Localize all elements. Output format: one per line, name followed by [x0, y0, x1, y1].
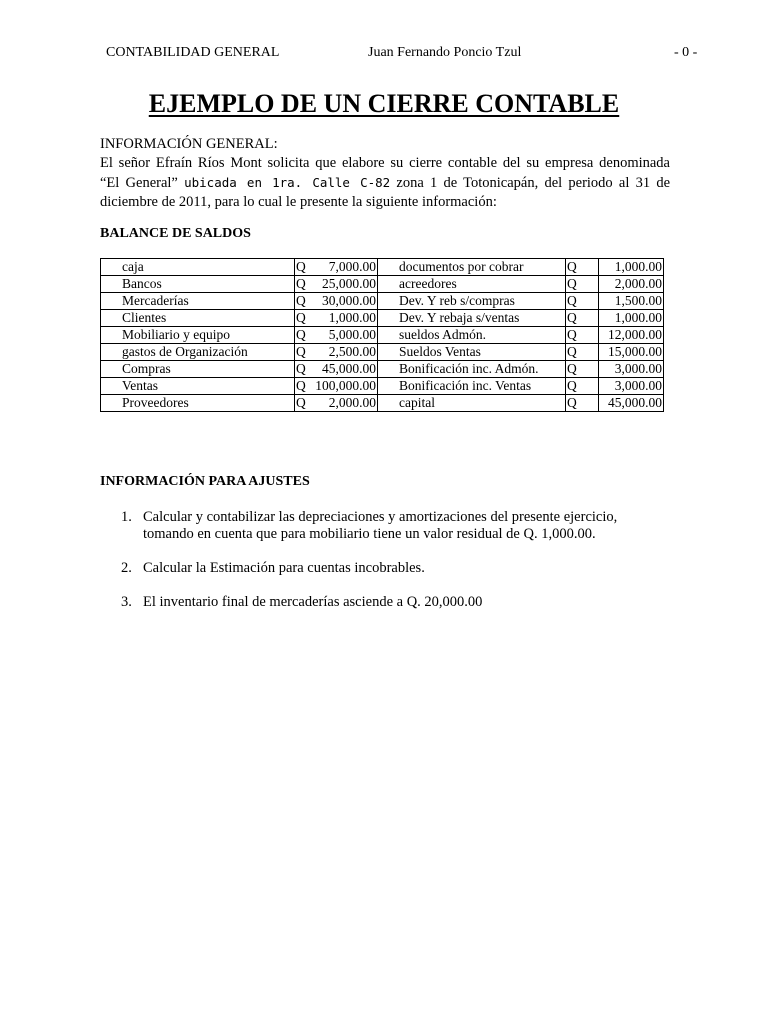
right-currency: Q [566, 395, 599, 412]
row-spacer [378, 344, 399, 361]
table-row [101, 378, 664, 395]
left-amount: 2,000.00 [328, 395, 376, 410]
table-row [101, 310, 664, 327]
left-amount-cell [295, 378, 378, 395]
intro-paragraph [100, 154, 670, 212]
left-currency: Q [296, 395, 306, 410]
page-title [0, 88, 768, 120]
row-spacer [378, 310, 399, 327]
list-item-number: 3. [121, 594, 132, 610]
intro-line-2 [100, 173, 670, 193]
intro-address: ubicada en 1ra. Calle C-82 [184, 175, 391, 190]
row-spacer [378, 259, 399, 276]
balance-heading: BALANCE DE SALDOS [100, 226, 251, 241]
right-currency: Q [566, 378, 599, 395]
right-amount: 3,000.00 [599, 378, 664, 395]
row-spacer [101, 378, 122, 395]
row-spacer [378, 378, 399, 395]
left-amount: 1,000.00 [328, 310, 376, 325]
row-spacer [378, 361, 399, 378]
left-account-name: Ventas [121, 378, 295, 395]
row-spacer [101, 276, 122, 293]
right-amount: 2,000.00 [599, 276, 664, 293]
right-amount: 45,000.00 [599, 395, 664, 412]
right-amount: 1,000.00 [599, 259, 664, 276]
row-spacer [101, 361, 122, 378]
intro-heading: INFORMACIÓN GENERAL: [100, 136, 278, 152]
right-account-name: Bonificación inc. Admón. [398, 361, 566, 378]
right-amount: 15,000.00 [599, 344, 664, 361]
left-currency: Q [296, 259, 306, 274]
adjustments-heading: INFORMACIÓN PARA AJUSTES [100, 474, 310, 489]
left-amount: 45,000.00 [322, 361, 376, 376]
table-row [101, 259, 664, 276]
list-item [100, 594, 660, 611]
left-account-name: Mercaderías [121, 293, 295, 310]
left-amount: 30,000.00 [322, 293, 376, 308]
adjustments-list [100, 509, 660, 628]
row-spacer [101, 293, 122, 310]
right-account-name: Bonificación inc. Ventas [398, 378, 566, 395]
row-spacer [101, 259, 122, 276]
list-item-text: El inventario final de mercaderías asciende a Q. 20,000.00 [143, 594, 483, 610]
left-account-name: Mobiliario y equipo [121, 327, 295, 344]
left-amount-cell [295, 276, 378, 293]
balance-table-body [101, 259, 664, 412]
right-currency: Q [566, 276, 599, 293]
list-item [100, 509, 660, 543]
balance-table [100, 258, 664, 412]
left-currency: Q [296, 310, 306, 325]
table-row [101, 395, 664, 412]
right-account-name: acreedores [398, 276, 566, 293]
left-amount-cell [295, 259, 378, 276]
right-amount: 1,000.00 [599, 310, 664, 327]
right-account-name: capital [398, 395, 566, 412]
list-item [100, 560, 660, 577]
table-row [101, 344, 664, 361]
list-item-number: 2. [121, 560, 132, 576]
right-account-name: Dev. Y reb s/compras [398, 293, 566, 310]
header-subject: CONTABILIDAD GENERAL [106, 45, 280, 60]
left-currency: Q [296, 378, 306, 393]
left-currency: Q [296, 361, 306, 376]
row-spacer [101, 310, 122, 327]
row-spacer [378, 293, 399, 310]
left-amount-cell [295, 327, 378, 344]
intro-line-3: diciembre de 2011, para lo cual le presente la siguiente información: [100, 194, 497, 210]
row-spacer [101, 344, 122, 361]
right-account-name: sueldos Admón. [398, 327, 566, 344]
right-amount: 12,000.00 [599, 327, 664, 344]
left-amount-cell [295, 395, 378, 412]
left-account-name: gastos de Organización [121, 344, 295, 361]
intro-location: zona 1 de Totonicapán, del periodo al 31 de [396, 175, 671, 191]
right-currency: Q [566, 310, 599, 327]
list-item-text: Calcular la Estimación para cuentas incobrables. [143, 560, 425, 576]
right-amount: 1,500.00 [599, 293, 664, 310]
left-amount: 100,000.00 [315, 378, 376, 393]
left-account-name: Compras [121, 361, 295, 378]
list-item-number: 1. [121, 509, 132, 525]
right-account-name: documentos por cobrar [398, 259, 566, 276]
row-spacer [378, 327, 399, 344]
table-row [101, 327, 664, 344]
left-amount: 2,500.00 [328, 344, 376, 359]
right-account-name: Dev. Y rebaja s/ventas [398, 310, 566, 327]
left-currency: Q [296, 276, 306, 291]
left-amount-cell [295, 310, 378, 327]
left-amount-cell [295, 344, 378, 361]
left-account-name: Clientes [121, 310, 295, 327]
left-amount-cell [295, 293, 378, 310]
left-amount: 7,000.00 [328, 259, 376, 274]
left-currency: Q [296, 327, 306, 342]
header-page-number: - 0 - [674, 45, 698, 60]
left-amount: 25,000.00 [322, 276, 376, 291]
right-currency: Q [566, 344, 599, 361]
left-amount: 5,000.00 [328, 327, 376, 342]
row-spacer [378, 276, 399, 293]
left-currency: Q [296, 344, 306, 359]
row-spacer [378, 395, 399, 412]
left-currency: Q [296, 293, 306, 308]
table-row [101, 293, 664, 310]
intro-line-1: El señor Efraín Ríos Mont solicita que elabore su cierre contable del su empresa denominada [100, 155, 670, 171]
row-spacer [101, 395, 122, 412]
intro-company-name: “El General” [100, 175, 178, 191]
row-spacer [101, 327, 122, 344]
right-currency: Q [566, 327, 599, 344]
table-row [101, 361, 664, 378]
right-currency: Q [566, 259, 599, 276]
page-title-text: EJEMPLO DE UN CIERRE CONTABLE [148, 89, 620, 118]
list-item-text: Calcular y contabilizar las depreciaciones y amortizaciones del presente ejercicio, tomando en cuenta que para mobiliario tiene un valor residual de Q. 1,000.00. [143, 509, 618, 542]
left-amount-cell [295, 361, 378, 378]
left-account-name: Proveedores [121, 395, 295, 412]
left-account-name: Bancos [121, 276, 295, 293]
header-author: Juan Fernando Poncio Tzul [368, 45, 522, 60]
right-currency: Q [566, 293, 599, 310]
right-amount: 3,000.00 [599, 361, 664, 378]
table-row [101, 276, 664, 293]
left-account-name: caja [121, 259, 295, 276]
right-account-name: Sueldos Ventas [398, 344, 566, 361]
right-currency: Q [566, 361, 599, 378]
